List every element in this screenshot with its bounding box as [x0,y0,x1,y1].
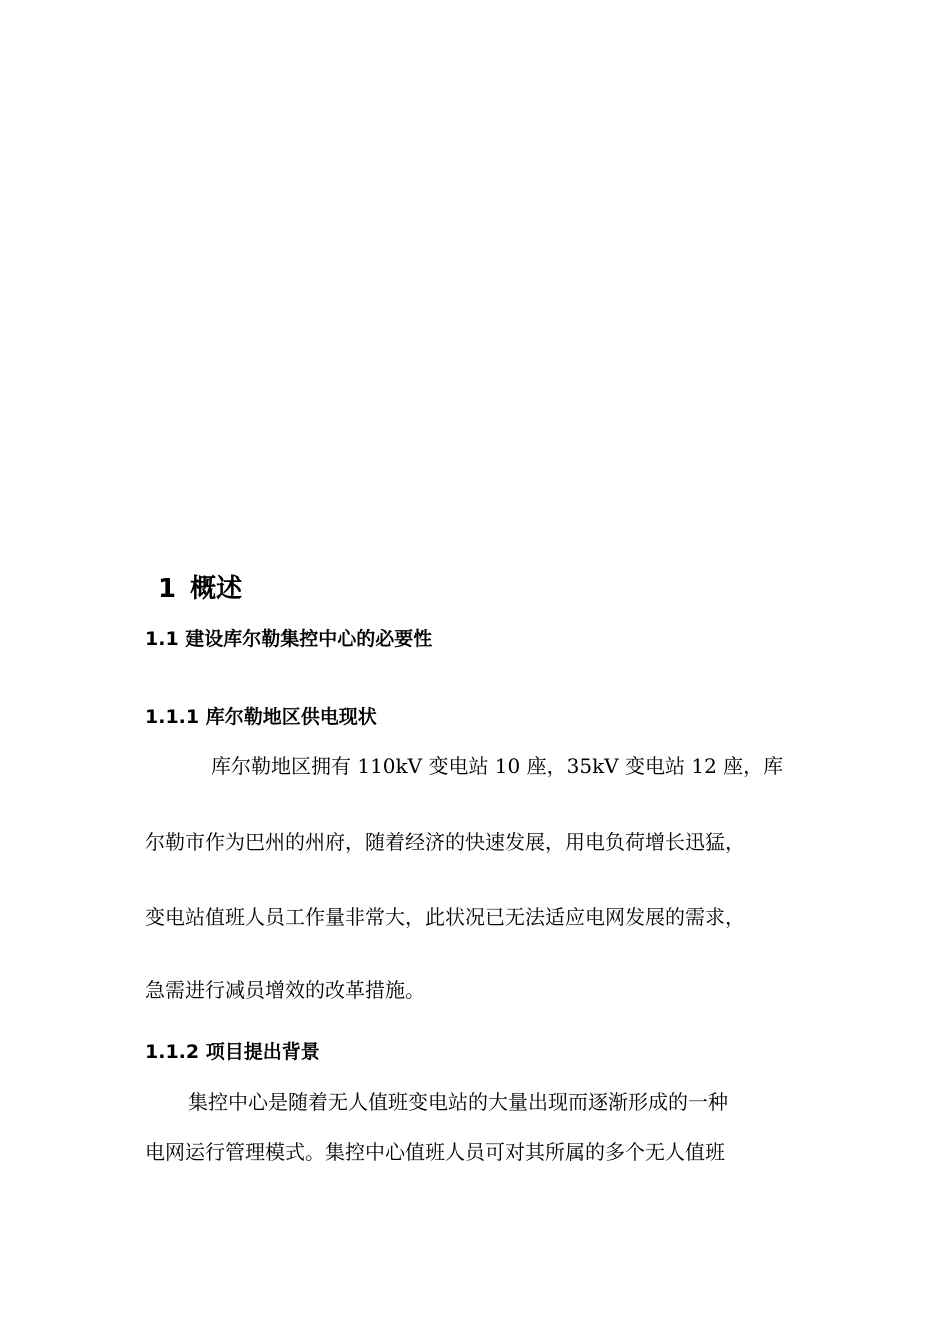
chapter-title: 概述 [190,574,243,604]
section-heading-1-1-1: 1.1.1 库尔勒地区供电现状 [145,706,377,728]
section-heading-1-1-2: 1.1.2 项目提出背景 [145,1041,320,1063]
section-heading-1-1: 1.1 建设库尔勒集控中心的必要性 [145,628,433,650]
paragraph-line: 集控中心是随着无人值班变电站的大量出现而逐渐形成的一种 [188,1090,728,1114]
paragraph-line: 电网运行管理模式。集控中心值班人员可对其所属的多个无人值班 [145,1140,725,1164]
paragraph-line: 变电站值班人员工作量非常大，此状况已无法适应电网发展的需求， [145,905,745,929]
paragraph-line: 尔勒市作为巴州的州府，随着经济的快速发展，用电负荷增长迅猛， [145,830,745,854]
paragraph-line: 急需进行减员增效的改革措施。 [145,978,425,1002]
paragraph-line: 库尔勒地区拥有 110kV 变电站 10 座，35kV 变电站 12 座，库 [211,754,784,778]
chapter-number: 1 [158,574,177,604]
chapter-heading [158,568,242,605]
